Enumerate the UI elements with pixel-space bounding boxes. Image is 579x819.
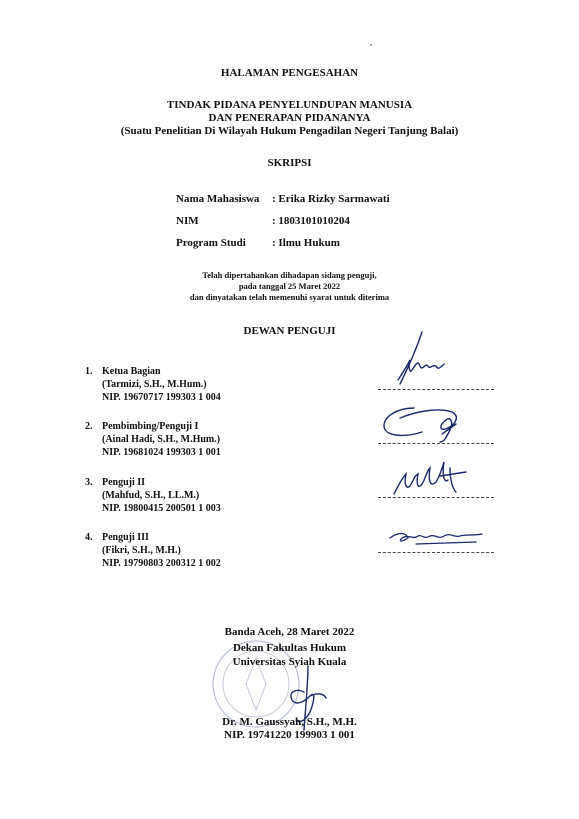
examiner-3 bbox=[85, 476, 221, 515]
defense-line2: pada tanggal 25 Maret 2022 bbox=[238, 281, 341, 291]
examiner-number: 1. bbox=[85, 366, 93, 377]
examiner-2 bbox=[85, 420, 221, 459]
examiner-number: 3. bbox=[85, 477, 93, 488]
approval-university: Universitas Syiah Kuala bbox=[232, 656, 347, 668]
thesis-title-line1: TINDAK PIDANA PENYELUNDUPAN MANUSIA bbox=[166, 99, 413, 111]
examiner-nip: NIP. 19800415 200501 1 003 bbox=[102, 503, 221, 514]
signature-examiner-1 bbox=[392, 330, 452, 388]
student-row-nim bbox=[176, 215, 390, 237]
signature-line bbox=[378, 497, 494, 498]
signature-examiner-4 bbox=[386, 524, 486, 550]
defense-line3: dan dinyatakan telah memenuhi syarat untuk diterima bbox=[189, 292, 390, 302]
student-value: : 1803101010204 bbox=[272, 215, 350, 227]
examiner-role: Pembimbing/Penguji I bbox=[102, 421, 199, 432]
examiner-role: Penguji III bbox=[102, 532, 149, 543]
examiner-nip: NIP. 19790803 200312 1 002 bbox=[102, 558, 221, 569]
board-heading: DEWAN PENGUJI bbox=[243, 325, 336, 337]
student-label: Nama Mahasiswa bbox=[176, 193, 260, 205]
thesis-title-line2: DAN PENERAPAN PIDANANYA bbox=[208, 112, 371, 124]
examiner-role: Penguji II bbox=[102, 477, 146, 488]
examiner-name: (Fikri, S.H., M.H.) bbox=[102, 545, 181, 556]
document-type: SKRIPSI bbox=[267, 157, 312, 169]
examiner-nip: NIP. 19670717 199303 1 004 bbox=[102, 392, 221, 403]
examiner-name: (Tarmizi, S.H., M.Hum.) bbox=[102, 379, 207, 390]
student-label: Program Studi bbox=[176, 237, 246, 249]
student-info bbox=[176, 193, 390, 259]
signature-examiner-2 bbox=[380, 404, 470, 444]
examiner-nip: NIP. 19681024 199303 1 001 bbox=[102, 447, 221, 458]
dean-nip: NIP. 19741220 199903 1 001 bbox=[224, 729, 355, 741]
examiner-name: (Ainal Hadi, S.H., M.Hum.) bbox=[102, 434, 221, 445]
thesis-subtitle: (Suatu Penelitian Di Wilayah Hukum Pengadilan Negeri Tanjung Balai) bbox=[120, 125, 459, 137]
student-value: : Erika Rizky Sarmawati bbox=[272, 193, 390, 205]
examiner-number: 4. bbox=[85, 532, 93, 543]
student-value: : Ilmu Hukum bbox=[272, 237, 340, 249]
dean-name: Dr. M. Gaussyah, S.H., M.H. bbox=[222, 716, 357, 728]
examiner-number: 2. bbox=[85, 421, 93, 432]
defense-line1: Telah dipertahankan dihadapan sidang penguji, bbox=[202, 270, 377, 280]
page-title: HALAMAN PENGESAHAN bbox=[220, 67, 359, 79]
student-row-program bbox=[176, 237, 390, 259]
examiner-1 bbox=[85, 365, 221, 404]
examiner-name: (Mahfud, S.H., LL.M.) bbox=[102, 490, 200, 501]
approval-place-date: Banda Aceh, 28 Maret 2022 bbox=[224, 626, 355, 638]
approval-position: Dekan Fakultas Hukum bbox=[232, 642, 347, 654]
examiner-4 bbox=[85, 531, 221, 570]
student-row-name bbox=[176, 193, 390, 215]
student-label: NIM bbox=[176, 215, 199, 227]
scan-speck bbox=[370, 44, 372, 46]
signature-line bbox=[378, 389, 494, 390]
signature-line bbox=[378, 443, 494, 444]
examiner-role: Ketua Bagian bbox=[102, 366, 161, 377]
signature-examiner-3 bbox=[390, 458, 470, 498]
signature-line bbox=[378, 552, 494, 553]
